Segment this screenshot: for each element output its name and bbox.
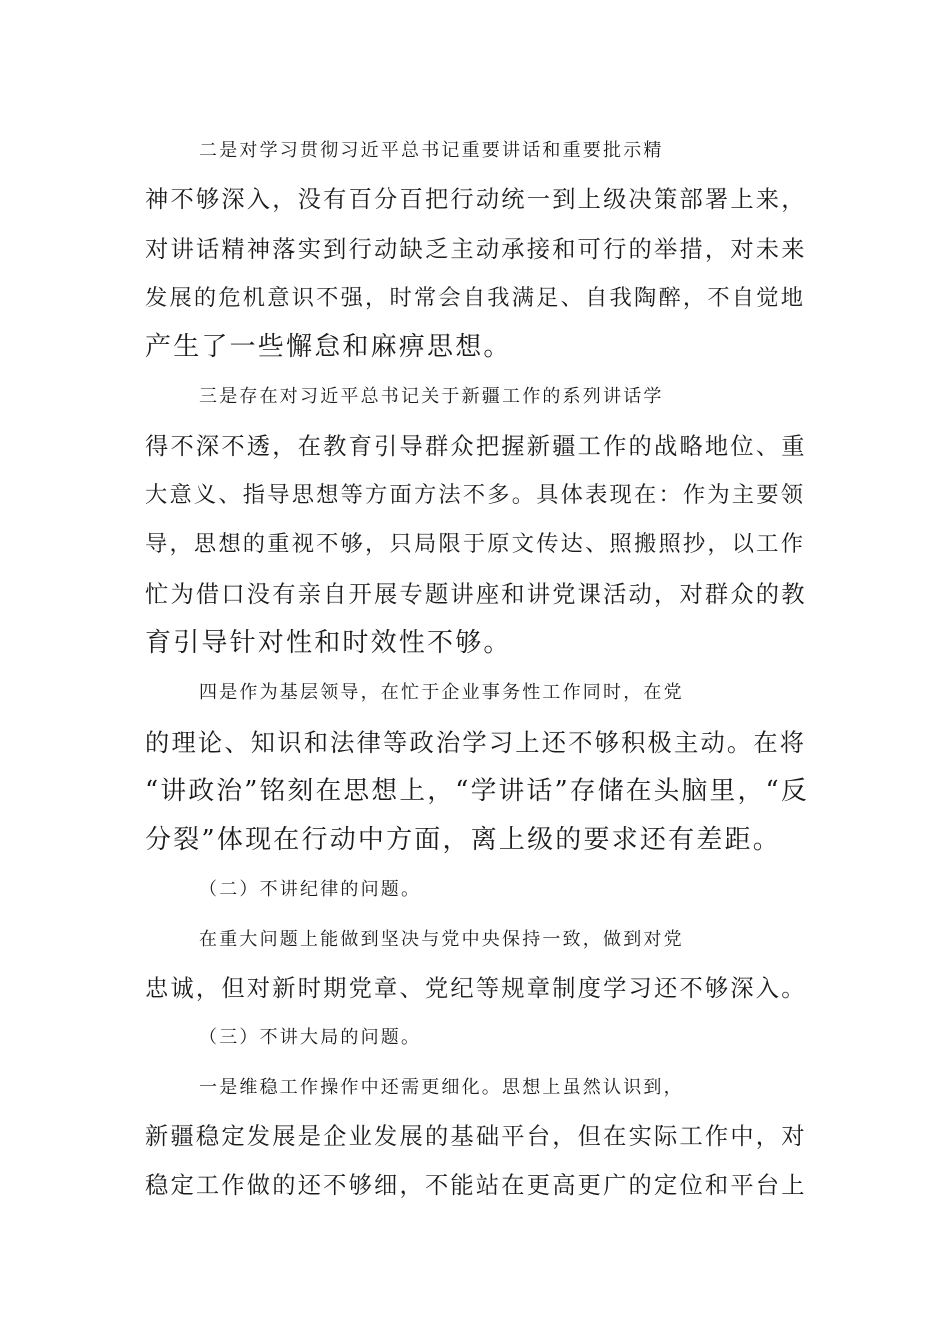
text-line: 三是存在对习近平总书记关于新疆工作的系列讲话学 [199, 386, 664, 408]
document-body [145, 126, 810, 1211]
text-line: 的理论、知识和法律等政治学习上还不够积极主动。在将 [145, 727, 807, 757]
paragraph-grassroots-leadership [145, 668, 810, 865]
text-line: 育引导针对性和时效性不够。 [145, 627, 512, 658]
text-line: 忙为借口没有亲自开展专题讲座和讲党课活动，对群众的教 [145, 580, 807, 608]
text-line: 得不深不透，在教育引导群众把握新疆工作的战略地位、重 [145, 432, 807, 460]
text-line: 神不够深入，没有百分百把行动统一到上级决策部署上来， [145, 186, 807, 214]
text-line: “讲政治”铭刻在思想上，“学讲话”存储在头脑里，“反 [145, 775, 809, 806]
text-line: 分裂”体现在行动中方面，离上级的要求还有差距。 [145, 825, 781, 856]
text-line: 对讲话精神落实到行动缺乏主动承接和可行的举措，对未来 [145, 235, 807, 263]
text-line: 一是维稳工作操作中还需更细化。思想上虽然认识到， [199, 1076, 684, 1098]
paragraph-stability-work [145, 1063, 810, 1211]
paragraph-xinjiang-work [145, 372, 810, 668]
text-line: 二是对学习贯彻习近平总书记重要讲话和重要批示精 [199, 140, 664, 161]
text-line: 稳定工作做的还不够细，不能站在更高更广的定位和平台上 [145, 1172, 807, 1200]
text-line: 在重大问题上能做到坚决与党中央保持一致，做到对党 [199, 928, 684, 950]
text-line: 四是作为基层领导，在忙于企业事务性工作同时，在党 [199, 682, 684, 704]
text-line: 产生了一些懈怠和麻痹思想。 [145, 332, 512, 363]
section-heading-discipline: （二）不讲纪律的问题。 [199, 879, 422, 901]
text-line: 导，思想的重视不够，只局限于原文传达、照搬照抄，以工作 [145, 531, 806, 558]
paragraph-study-speeches [145, 126, 810, 372]
text-line: 忠诚，但对新时期党章、党纪等规章制度学习还不够深入。 [145, 975, 807, 1003]
paragraph-discipline [145, 915, 810, 1014]
text-line: 发展的危机意识不强，时常会自我满足、自我陶醉，不自觉地 [145, 284, 806, 311]
text-line: 新疆稳定发展是企业发展的基础平台，但在实际工作中，对 [145, 1122, 807, 1150]
text-line: 大意义、指导思想等方面方法不多。具体表现在：作为主要领 [145, 482, 806, 509]
section-heading-big-picture: （三）不讲大局的问题。 [199, 1027, 422, 1049]
